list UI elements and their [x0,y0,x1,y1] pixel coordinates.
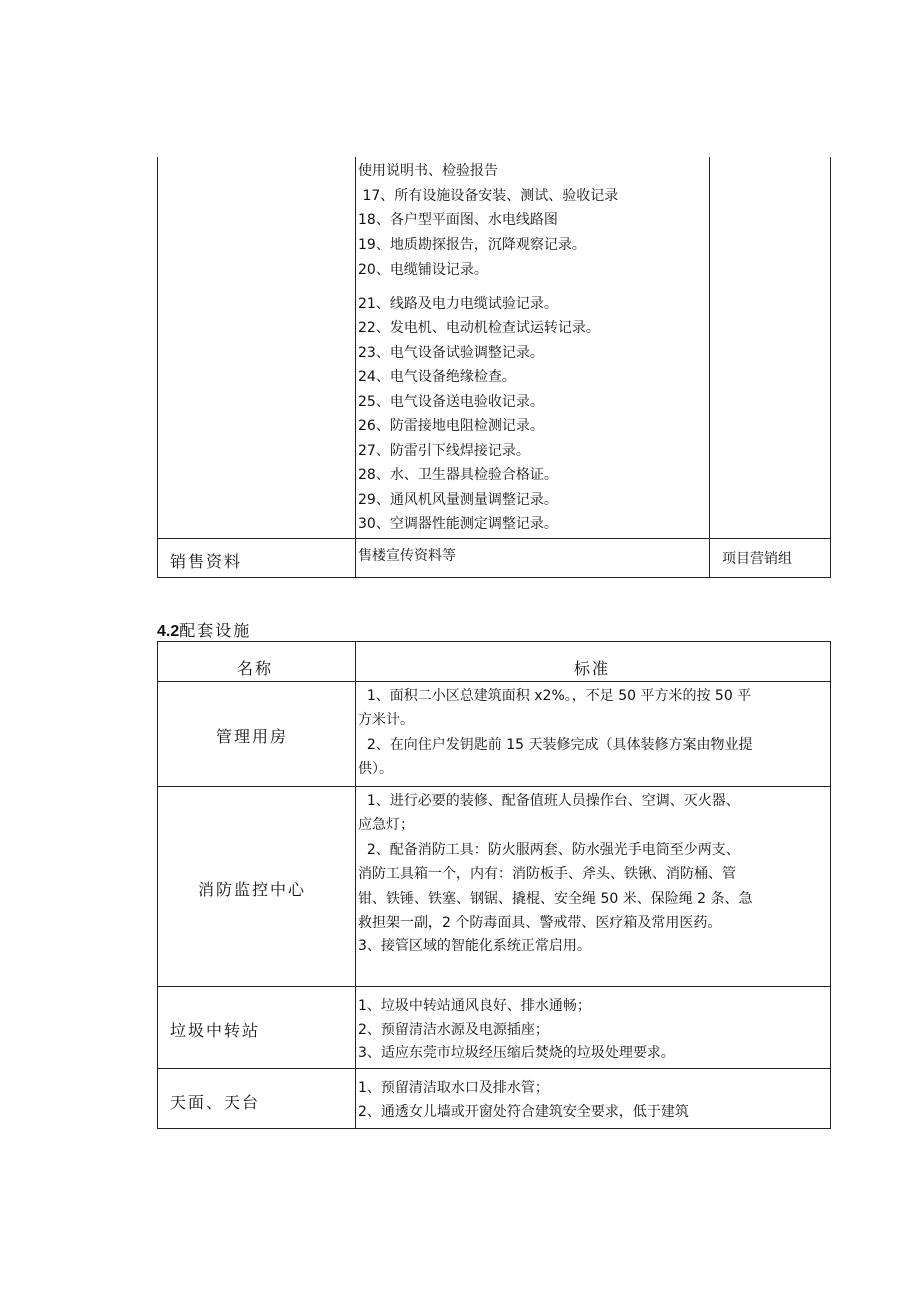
record-line-30: 30、空调器性能测定调整记录。 [358,516,558,532]
section-heading [157,618,251,641]
table2-row2-divider [157,986,831,987]
record-line-28: 28、水、卫生器具检验合格证。 [358,467,558,483]
rooftop-line-2: 2、通透女儿墙或开窗处符合建筑安全要求，低于建筑 [358,1104,689,1120]
table2-border-left [157,641,158,1129]
table2-row1-divider [157,786,831,787]
facility-name-rooftop: 天面、天台 [170,1093,261,1112]
table2-header-divider [157,681,831,682]
table1-border-right [830,157,831,578]
header-name: 名称 [237,659,274,678]
record-line-17: 17、所有设施设备安装、测试、验收记录 [358,188,619,204]
sales-row-content: 售楼宣传资料等 [358,548,456,564]
table1-border-col2 [709,157,710,578]
fire-line-3: 2、配备消防工具：防火服两套、防水强光手电筒至少两支、 [358,842,740,858]
fire-line-4: 消防工具箱一个，内有：消防板手、斧头、铁锹、消防桶、管 [358,866,736,882]
record-line-23: 23、电气设备试验调整记录。 [358,345,544,361]
record-line-24: 24、电气设备绝缘检查。 [358,369,516,385]
sales-row-name: 销售资料 [170,552,243,571]
record-line-22: 22、发电机、电动机检查试运转记录。 [358,320,600,336]
management-line-2: 方米计。 [358,712,414,728]
record-line-25: 25、电气设备送电验收记录。 [358,394,544,410]
fire-line-7: 3、接管区域的智能化系统正常启用。 [358,938,591,954]
facility-name-fire-control: 消防监控中心 [198,880,307,899]
table1-border-bottom [157,577,831,578]
table2-border-bottom [157,1128,831,1129]
table1-border-col1 [355,157,356,578]
table2-border-col1 [355,641,356,1129]
garbage-line-3: 3、适应东莞市垃圾经压缩后焚烧的垃圾处理要求。 [358,1045,675,1061]
record-line-26: 26、防雷接地电阻检测记录。 [358,418,544,434]
garbage-line-1: 1、垃圾中转站通风良好、排水通畅； [358,998,591,1014]
facility-name-garbage-station: 垃圾中转站 [170,1021,261,1040]
management-line-3: 2、在向住户发钥匙前 15 天装修完成（具体装修方案由物业提 [358,737,753,753]
table1-row-divider [157,538,831,539]
fire-line-1: 1、进行必要的装修、配备值班人员操作台、空调、灭火器、 [358,793,740,809]
record-line-19: 19、地质勘探报告，沉降观察记录。 [358,237,586,253]
fire-line-5: 钳、铁锤、铁塞、钢锯、撬棍、安全绳 50 米、保险绳 2 条、急 [358,891,753,907]
garbage-line-2: 2、预留清洁水源及电源插座； [358,1022,549,1038]
record-line-29: 29、通风机风量测量调整记录。 [358,492,558,508]
record-line-18: 18、各户型平面图、水电线路图 [358,212,558,228]
table2-row3-divider [157,1068,831,1069]
rooftop-line-1: 1、预留清洁取水口及排水管； [358,1080,549,1096]
management-line-4: 供）。 [358,761,393,777]
fire-line-6: 救担架一副，2 个防毒面具、警戒带、医疗箱及常用医药。 [358,915,722,931]
sales-row-owner: 项目营销组 [722,551,792,567]
section-number: 4.2 [157,623,180,640]
record-line-1: 使用说明书、检验报告 [358,163,498,179]
table2-border-top [157,641,831,642]
table1-border-left [157,157,158,578]
record-line-20: 20、电缆铺设记录。 [358,262,488,278]
header-standard: 标准 [574,659,611,678]
record-line-27: 27、防雷引下线焊接记录。 [358,443,530,459]
table2-border-right [830,641,831,1129]
fire-line-2: 应急灯； [358,817,414,833]
management-line-1: 1、面积二小区总建筑面积 x2%。，不足 50 平方米的按 50 平 [358,688,752,704]
facility-name-management: 管理用房 [216,727,289,746]
record-line-21: 21、线路及电力电缆试验记录。 [358,296,558,312]
section-title: 配套设施 [179,621,252,640]
